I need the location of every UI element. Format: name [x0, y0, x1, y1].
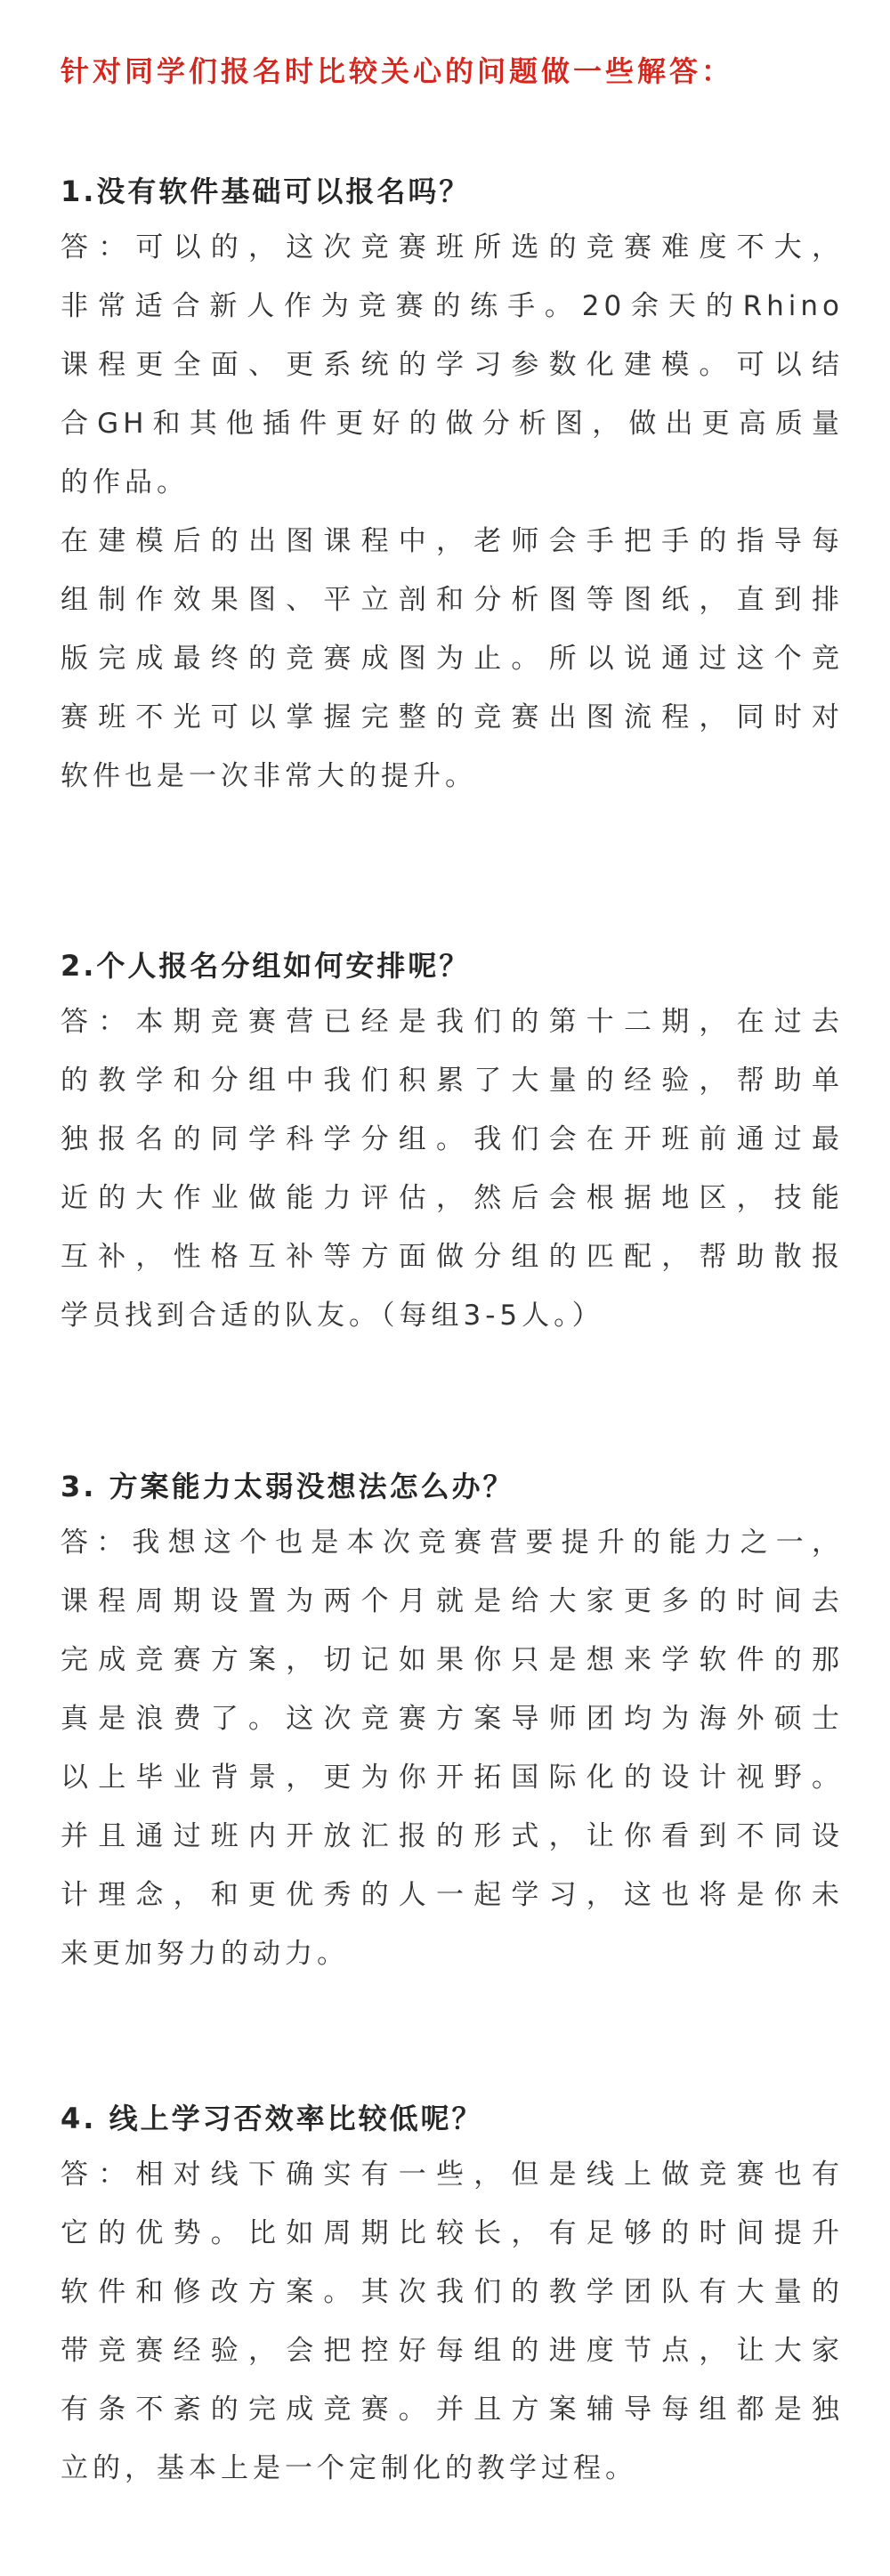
answer-line: 合GH和其他插件更好的做分析图，做出更高质量	[61, 408, 844, 440]
faq-section-1	[61, 165, 844, 806]
answer-line: 独报名的同学科学分组。我们会在开班前通过最	[61, 1123, 844, 1155]
faq-question-2: 2.个人报名分组如何安排呢？	[61, 949, 471, 983]
answer-line: 真是浪费了。这次竞赛方案导师团均为海外硕士	[61, 1703, 844, 1735]
answer-line: 带竞赛经验，会把控好每组的进度节点，让大家	[61, 2335, 844, 2367]
faq-question-4: 4. 线上学习否效率比较低呢？	[61, 2102, 483, 2135]
answer-line: 计理念，和更优秀的人一起学习，这也将是你未	[61, 1879, 844, 1911]
answer-line: 它的优势。比如周期比较长，有足够的时间提升	[61, 2217, 844, 2249]
faq-question-1: 1.没有软件基础可以报名吗？	[61, 174, 471, 208]
answer-line: 有条不紊的完成竞赛。并且方案辅导每组都是独	[61, 2394, 844, 2426]
answer-line: 课程更全面、更系统的学习参数化建模。可以结	[61, 349, 844, 381]
faq-section-4	[61, 2092, 844, 2498]
faq-question-3: 3. 方案能力太弱没想法怎么办？	[61, 1470, 514, 1503]
answer-line: 近的大作业做能力评估，然后会根据地区，技能	[61, 1182, 844, 1214]
answer-line: 在建模后的出图课程中，老师会手把手的指导每	[61, 525, 844, 557]
answer-line: 组制作效果图、平立剖和分析图等图纸，直到排	[61, 584, 844, 616]
answer-line: 的作品。	[61, 466, 189, 498]
faq-section-2	[61, 939, 844, 1345]
faq-intro-heading: 针对同学们报名时比较关心的问题做一些解答：	[61, 54, 734, 88]
answer-line: 答：我想这个也是本次竞赛营要提升的能力之一，	[61, 1527, 844, 1559]
answer-line: 来更加努力的动力。	[61, 1938, 349, 1970]
faq-section-3	[61, 1460, 844, 1983]
answer-line: 并且通过班内开放汇报的形式，让你看到不同设	[61, 1820, 844, 1852]
answer-line: 版完成最终的竞赛成图为止。所以说通过这个竞	[61, 643, 844, 675]
answer-line: 课程周期设置为两个月就是给大家更多的时间去	[61, 1585, 844, 1617]
answer-line: 以上毕业背景，更为你开拓国际化的设计视野。	[61, 1762, 844, 1794]
answer-line: 非常适合新人作为竞赛的练手。20余天的Rhino	[61, 290, 844, 322]
answer-line: 答：本期竞赛营已经是我们的第十二期，在过去	[61, 1006, 844, 1038]
answer-line: 赛班不光可以掌握完整的竞赛出图流程，同时对	[61, 701, 844, 733]
answer-line: 完成竞赛方案，切记如果你只是想来学软件的那	[61, 1644, 844, 1676]
answer-line: 软件也是一次非常大的提升。	[61, 760, 477, 792]
answer-line: 答：可以的，这次竞赛班所选的竞赛难度不大，	[61, 231, 844, 263]
answer-line: 答：相对线下确实有一些，但是线上做竞赛也有	[61, 2159, 844, 2191]
answer-line: 立的，基本上是一个定制化的教学过程。	[61, 2452, 637, 2484]
answer-line: 软件和修改方案。其次我们的教学团队有大量的	[61, 2276, 844, 2308]
answer-line: 互补，性格互补等方面做分组的匹配，帮助散报	[61, 1241, 844, 1273]
answer-line: 学员找到合适的队友。（每组3-5人。）	[61, 1300, 604, 1332]
answer-line: 的教学和分组中我们积累了大量的经验，帮助单	[61, 1065, 844, 1097]
